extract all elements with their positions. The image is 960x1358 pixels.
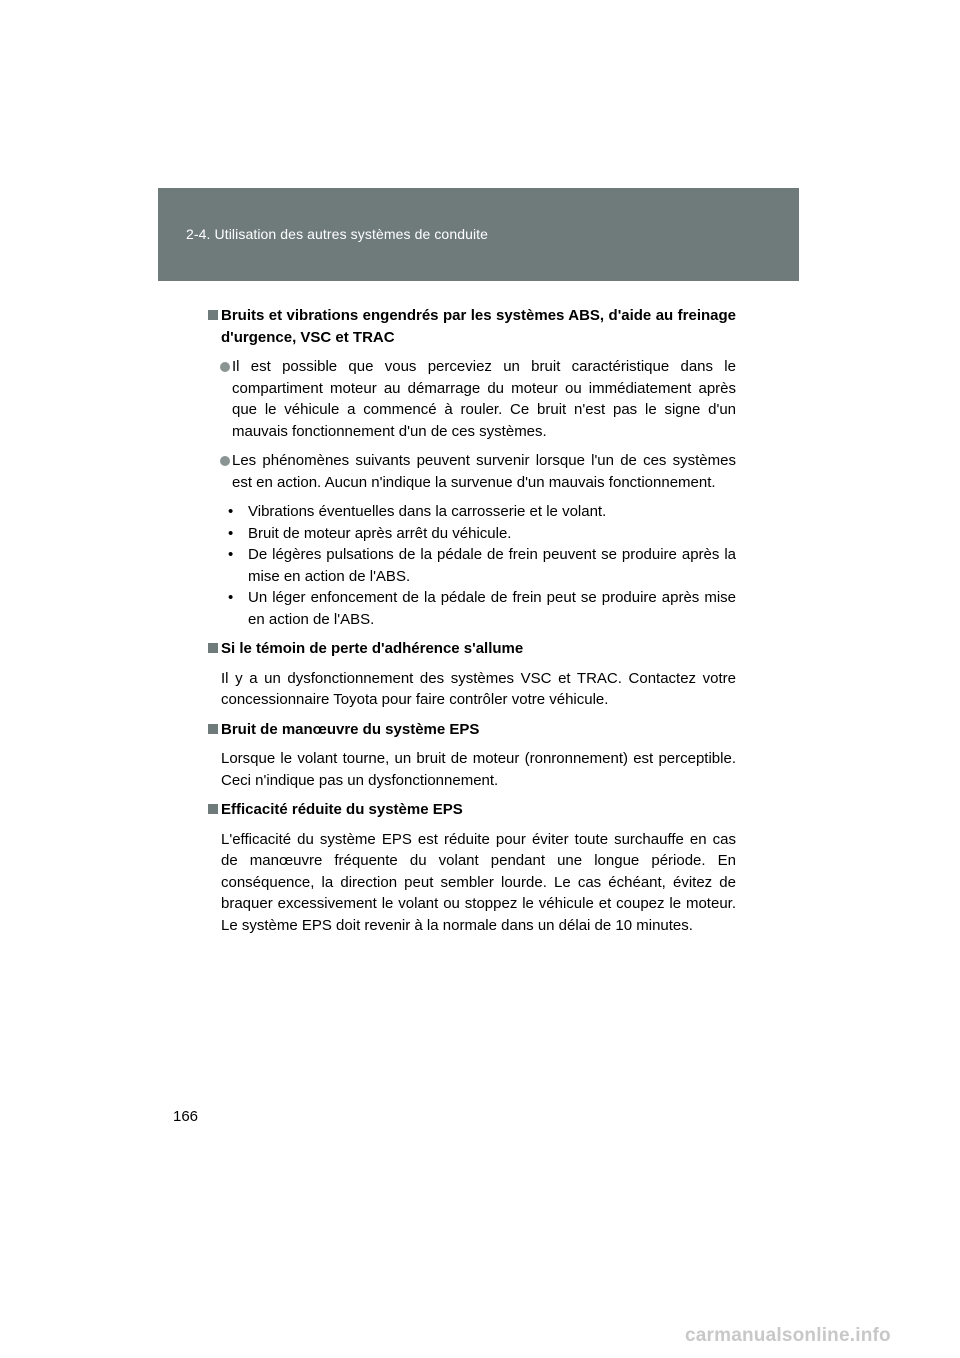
dot-marker-icon: • xyxy=(228,503,234,520)
watermark: carmanualsonline.info xyxy=(685,1325,891,1346)
circle-bullet-icon xyxy=(220,456,230,466)
sub-item-text: De légères pulsations de la pédale de frein peuvent se produire après la mise en action de l'ABS. xyxy=(248,546,736,585)
page-number: 166 xyxy=(173,1108,199,1125)
sub-item xyxy=(208,587,736,630)
sub-item-text: Un léger enfoncement de la pédale de frein peut se produire après mise en action de l'ABS. xyxy=(248,589,736,628)
bullet-item xyxy=(208,450,736,493)
sub-item xyxy=(208,501,736,523)
section-heading xyxy=(208,305,736,348)
section-heading xyxy=(208,638,736,660)
section-heading-text: Bruit de manœuvre du système EPS xyxy=(221,720,480,738)
section-heading xyxy=(208,719,736,741)
section-heading-text: Efficacité réduite du système EPS xyxy=(221,801,463,818)
section-heading xyxy=(208,799,736,821)
sub-list xyxy=(208,501,736,630)
sub-item xyxy=(208,544,736,587)
section-paragraph: Lorsque le volant tourne, un bruit de moteur (ronronnement) est perceptible. Ceci n'indique pas un dysfonctionnement. xyxy=(221,750,736,789)
section-eps-reduced xyxy=(208,799,736,936)
section-abs-noise xyxy=(208,305,736,630)
square-bullet-icon xyxy=(208,724,218,734)
section-heading-text: Bruits et vibrations engendrés par les systèmes ABS, d'aide au freinage d'urgence, VSC et TRAC xyxy=(221,307,736,346)
section-eps-noise xyxy=(208,719,736,792)
chapter-title: 2-4. Utilisation des autres systèmes de conduite xyxy=(186,226,489,242)
dot-marker-icon: • xyxy=(228,524,234,542)
bullet-text: Il est possible que vous perceviez un bruit caractéristique dans le compartiment moteur au démarrage du moteur ou immédiatement après que le véhicule a commencé à rouler. Ce bruit n'est pas le signe d'un mauvais fonctionnement d'un de ces systèmes. xyxy=(232,358,736,440)
page-content xyxy=(208,305,736,944)
bullet-item xyxy=(208,356,736,442)
dot-marker-icon: • xyxy=(228,589,234,606)
dot-marker-icon: • xyxy=(228,546,234,563)
square-bullet-icon xyxy=(208,643,218,653)
section-paragraph: Il y a un dysfonctionnement des systèmes VSC et TRAC. Contactez votre concessionnaire Toyota pour faire contrôler votre véhicule. xyxy=(221,669,736,708)
chapter-header xyxy=(158,188,799,281)
section-slip-indicator xyxy=(208,638,736,711)
square-bullet-icon xyxy=(208,310,218,320)
section-heading-text: Si le témoin de perte d'adhérence s'allume xyxy=(221,640,524,657)
section-paragraph: L'efficacité du système EPS est réduite pour éviter toute surchauffe en cas de manœuvre fréquente du volant pendant une longue période. En conséquence, la direction peut sembler lourde. Le cas échéant, évitez de braquer excessivement le volant ou stoppez le véhicule et coupez le moteur. Le système EPS doit revenir à la normale dans un délai de 10 minutes. xyxy=(221,830,736,934)
circle-bullet-icon xyxy=(220,362,230,372)
bullet-text: Les phénomènes suivants peuvent survenir lorsque l'un de ces systèmes est en action. Aucun n'indique la survenue d'un mauvais fonctionnement. xyxy=(232,452,736,491)
sub-item xyxy=(208,523,736,545)
square-bullet-icon xyxy=(208,804,218,814)
sub-item-text: Bruit de moteur après arrêt du véhicule. xyxy=(248,524,512,542)
sub-item-text: Vibrations éventuelles dans la carrosserie et le volant. xyxy=(248,503,607,520)
